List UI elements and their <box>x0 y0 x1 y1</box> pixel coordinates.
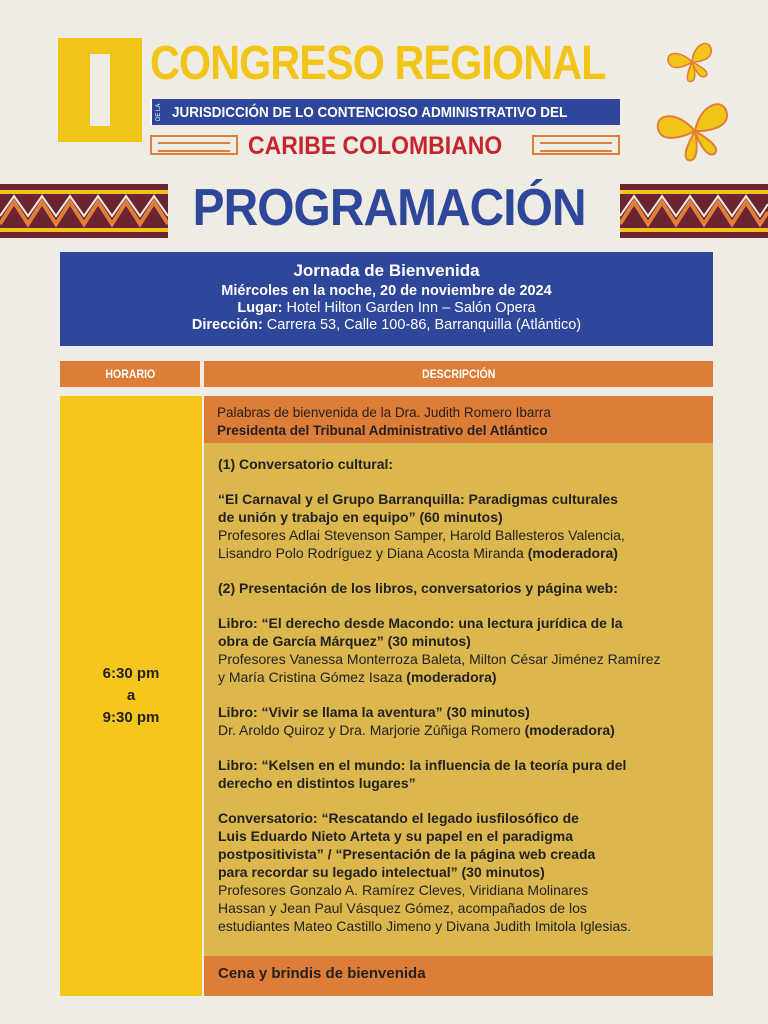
butterfly-icon <box>652 96 738 166</box>
decor-frame-right <box>532 135 620 155</box>
caribe-row <box>150 132 620 160</box>
session-nieto-arteta: Conversatorio: “Rescatando el legado iusfilosófico de Luis Eduardo Nieto Arteta y su papel en el paradigma postpositivista” / “Presentación de la página web creada para recordar su legado intelectual” (30 minutos) Profesores Gonzalo A. Ramírez Cleves, Viridiana Molinares Hassan y Jean Paul Vásquez Gómez, acompañados de los estudiantes Mateo Castillo Jimeno y Divana Judith Imitola Iglesias. <box>218 810 632 934</box>
session-macondo: Libro: “El derecho desde Macondo: una lectura jurídica de la obra de García Márquez” (30 minutos) Profesores Vanessa Monterroza Baleta, Milton César Jiménez Ramírez y María Cristina Gómez Isaza (moderadora) <box>218 615 661 685</box>
decor-frame-left <box>150 135 238 155</box>
roman-numeral-two <box>58 38 142 142</box>
session-kelsen: Libro: “Kelsen en el mundo: la influencia de la teoría pura del derecho en distintos lugares” <box>218 757 627 791</box>
event-address: Dirección: Carrera 53, Calle 100-86, Barranquilla (Atlántico) <box>191 317 582 333</box>
welcome-role: Presidenta del Tribunal Administrativo del Atlántico <box>217 423 548 438</box>
closing-row: Cena y brindis de bienvenida <box>204 956 713 996</box>
jornada-title: Jornada de Bienvenida <box>293 261 480 280</box>
congreso-title: CONGRESO REGIONAL <box>150 37 606 90</box>
session-vivir: Libro: “Vivir se llama la aventura” (30 minutos) Dr. Aroldo Quiroz y Dra. Marjorie Zúñiga Romero (moderadora) <box>218 704 615 738</box>
de-la-label: DE LA <box>150 99 166 125</box>
jurisdiccion-text: JURISDICCIÓN DE LO CONTENCIOSO ADMINISTRATIVO DEL <box>172 103 568 121</box>
tribal-pattern <box>620 184 768 238</box>
event-location: Lugar: Hotel Hilton Garden Inn – Salón Opera <box>237 300 536 316</box>
event-date: Miércoles en la noche, 20 de noviembre de 2024 <box>221 283 552 299</box>
time-start: 6:30 pm <box>102 665 160 682</box>
session-carnaval: “El Carnaval y el Grupo Barranquilla: Paradigmas culturales de unión y trabajo en equipo” (60 minutos) Profesores Adlai Stevenson Samper, Harold Ballesteros Valencia, Lisandro Polo Rodríguez y Diana Acosta Miranda (moderadora) <box>218 491 625 561</box>
welcome-row <box>204 396 713 443</box>
time-separator: a <box>126 687 136 704</box>
event-info-box <box>60 252 713 346</box>
butterfly-icon <box>664 38 720 86</box>
jurisdiccion-bar <box>150 99 620 125</box>
col-header-horario: HORARIO <box>60 361 200 387</box>
tribal-pattern <box>0 184 168 238</box>
welcome-speaker: Palabras de bienvenida de la Dra. Judith Romero Ibarra <box>217 405 551 420</box>
programacion-title: PROGRAMACIÓN <box>192 179 586 237</box>
program-row <box>204 443 713 956</box>
caribe-title: CARIBE COLOMBIANO <box>248 132 503 160</box>
col-header-descripcion: DESCRIPCIÓN <box>204 361 713 387</box>
time-cell <box>60 396 202 996</box>
section-books-title: (2) Presentación de los libros, conversatorios y página web: <box>218 580 618 596</box>
time-end: 9:30 pm <box>102 709 160 726</box>
section-cultural-title: (1) Conversatorio cultural: <box>218 456 394 472</box>
